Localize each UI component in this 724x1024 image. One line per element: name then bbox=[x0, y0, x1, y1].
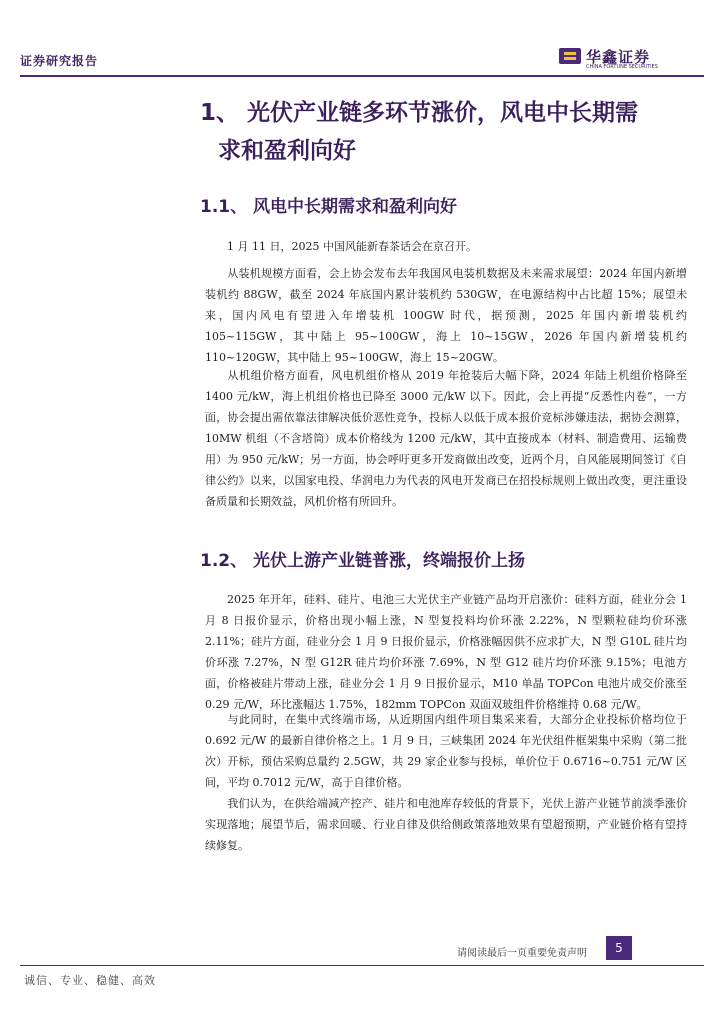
page-number: 5 bbox=[606, 936, 632, 960]
paragraph-text: 从机组价格方面看，风电机组价格从 2019 年抢装后大幅下降，2024 年陆上机组价格降至 1400 元/kW，海上机组价格也已降至 3000 元/kW 以下。因此，会上再提“反悉性内卷”，一方面，协会提出需依靠法律解决低价恶性竞争，投标人以低于成本报价竞标涉嫌违法，据协会测算，10MW 机组（不含塔筒）成本价格线为 1200 元/kW，其中直接成本（材料、制造费用、运输费用）为 950 元/kW；另一方面，协会呼吁更多开发商做出改变，近两个月，自风能展期间签订《自律公约》以来，以国家电投、华润电力为代表的风电开发商已在招投标规则上做出改变，更注重设备质量和长期效益，风机价格有所回升。 bbox=[205, 369, 687, 508]
section-1-1-title: 1.1、 风电中长期需求和盈利向好 bbox=[200, 197, 458, 217]
paragraph-text: 2025 年开年，硅料、硅片、电池三大光伏主产业链产品均开启涨价：硅料方面，硅业分会 1 月 8 日报价显示，价格出现小幅上涨，N 型复投料均价环涨 2.22%，N 型颗粒硅均价环涨 2.11%；硅片方面，硅业分会 1 月 9 日报价显示，价格涨幅因供不应求扩大，N 型 G10L 硅片均价环涨 7.27%，N 型 G12R 硅片均价环涨 7.69%，N 型 G12 硅片均价环涨 9.15%；电池方面，价格被硅片带动上涨，硅业分会 1 月 9 日报价显示，M10 单晶 TOPCon 电池片成交价涨至 0.29 元/W，环比涨幅达 1.75%，182mm TOPCon 双面双玻组件价格维持 0.68 元/W。 bbox=[205, 593, 687, 711]
section-1-2-paragraph-3 bbox=[205, 793, 687, 856]
section-1-title-line2: 求和盈利向好 bbox=[218, 138, 356, 164]
section-1-1-paragraph-1 bbox=[205, 236, 687, 257]
paragraph-text: 1 月 11 日，2025 中国风能新春茶话会在京召开。 bbox=[227, 240, 477, 253]
company-logo bbox=[559, 46, 669, 72]
section-1-2-paragraph-2 bbox=[205, 709, 687, 793]
section-1-title bbox=[200, 94, 700, 170]
section-1-1-paragraph-2 bbox=[205, 263, 687, 368]
paragraph-text: 与此同时，在集中式终端市场，从近期国内组件项目集采来看，大部分企业投标价格均位于 0.692 元/W 的最新自律价格之上。1 月 9 日，三峡集团 2024 年光伏组件框架集中采购（第二批次）开标，预估采购总量约 2.5GW，共 29 家企业参与投标，单价位于 0.6716~0.751 元/W 区间，平均 0.7012 元/W，高于自律价格。 bbox=[205, 713, 687, 789]
section-1-title-line1: 1、 光伏产业链多环节涨价，风电中长期需 bbox=[200, 100, 639, 126]
section-1-2-title: 1.2、 光伏上游产业链普涨，终端报价上扬 bbox=[200, 551, 526, 571]
report-type-label: 证券研究报告 bbox=[20, 54, 99, 68]
logo-subtitle: CHINA FORTUNE SECURITIES bbox=[586, 64, 658, 70]
disclaimer-note: 请阅读最后一页重要免责声明 bbox=[457, 948, 587, 959]
logo-mark-icon bbox=[559, 48, 581, 64]
section-1-1-paragraph-3 bbox=[205, 365, 687, 512]
footer-divider bbox=[20, 965, 704, 966]
paragraph-text: 从装机规模方面看，会上协会发布去年我国风电装机数据及未来需求展望：2024 年国内新增装机约 88GW，截至 2024 年底国内累计装机约 530GW，在电源结构中占比超 15%；展望未来，国内风电有望进入年增装机 100GW 时代，据预测，2025 年国内新增装机约 105~115GW，其中陆上 95~100GW，海上 10~15GW，2026 年国内新增装机约 110~120GW，其中陆上 95~100GW，海上 15~20GW。 bbox=[205, 267, 687, 364]
section-1-2-paragraph-1 bbox=[205, 589, 687, 715]
paragraph-text: 我们认为，在供给端减产控产、硅片和电池库存较低的背景下，光伏上游产业链节前淡季涨价实现落地；展望节后，需求回暖、行业自律及供给侧政策落地效果有望超预期，产业链价格有望持续修复。 bbox=[205, 797, 687, 852]
header-divider bbox=[20, 75, 704, 77]
footer-slogan: 诚信、专业、稳健、高效 bbox=[24, 974, 156, 987]
logo-name: 华鑫证券 bbox=[586, 48, 651, 66]
